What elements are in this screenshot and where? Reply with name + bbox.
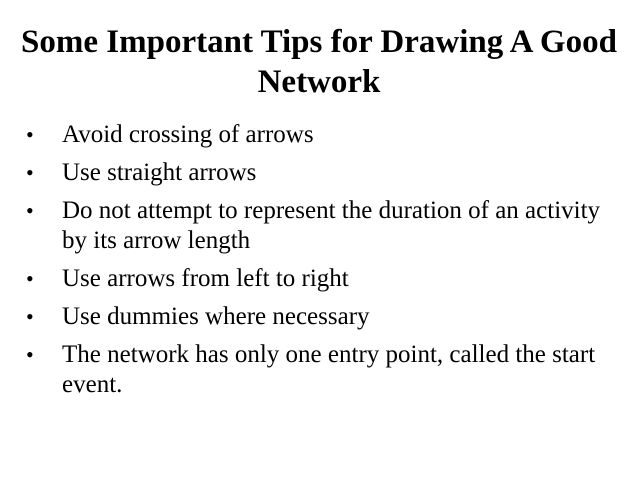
bullet-icon: • — [26, 304, 34, 329]
bullet-icon: • — [26, 266, 34, 291]
bullet-item — [22, 302, 602, 332]
bullet-list — [22, 120, 602, 408]
bullet-item — [22, 264, 602, 294]
bullet-text: Use arrows from left to right — [62, 265, 349, 292]
bullet-icon: • — [26, 198, 34, 223]
bullet-icon: • — [26, 342, 34, 367]
bullet-text: The network has only one entry point, called the start event. — [62, 341, 596, 398]
bullet-text: Use dummies where necessary — [62, 303, 370, 330]
slide-title: Some Important Tips for Drawing A Good Network — [21, 24, 617, 100]
bullet-text: Do not attempt to represent the duration of an activity by its arrow length — [62, 197, 601, 254]
bullet-item — [22, 158, 602, 188]
bullet-item — [22, 120, 602, 150]
bullet-icon: • — [26, 160, 34, 185]
bullet-text: Avoid crossing of arrows — [62, 121, 314, 148]
bullet-text: Use straight arrows — [62, 159, 257, 186]
bullet-item — [22, 340, 602, 400]
bullet-item — [22, 196, 602, 256]
bullet-icon: • — [26, 122, 34, 147]
